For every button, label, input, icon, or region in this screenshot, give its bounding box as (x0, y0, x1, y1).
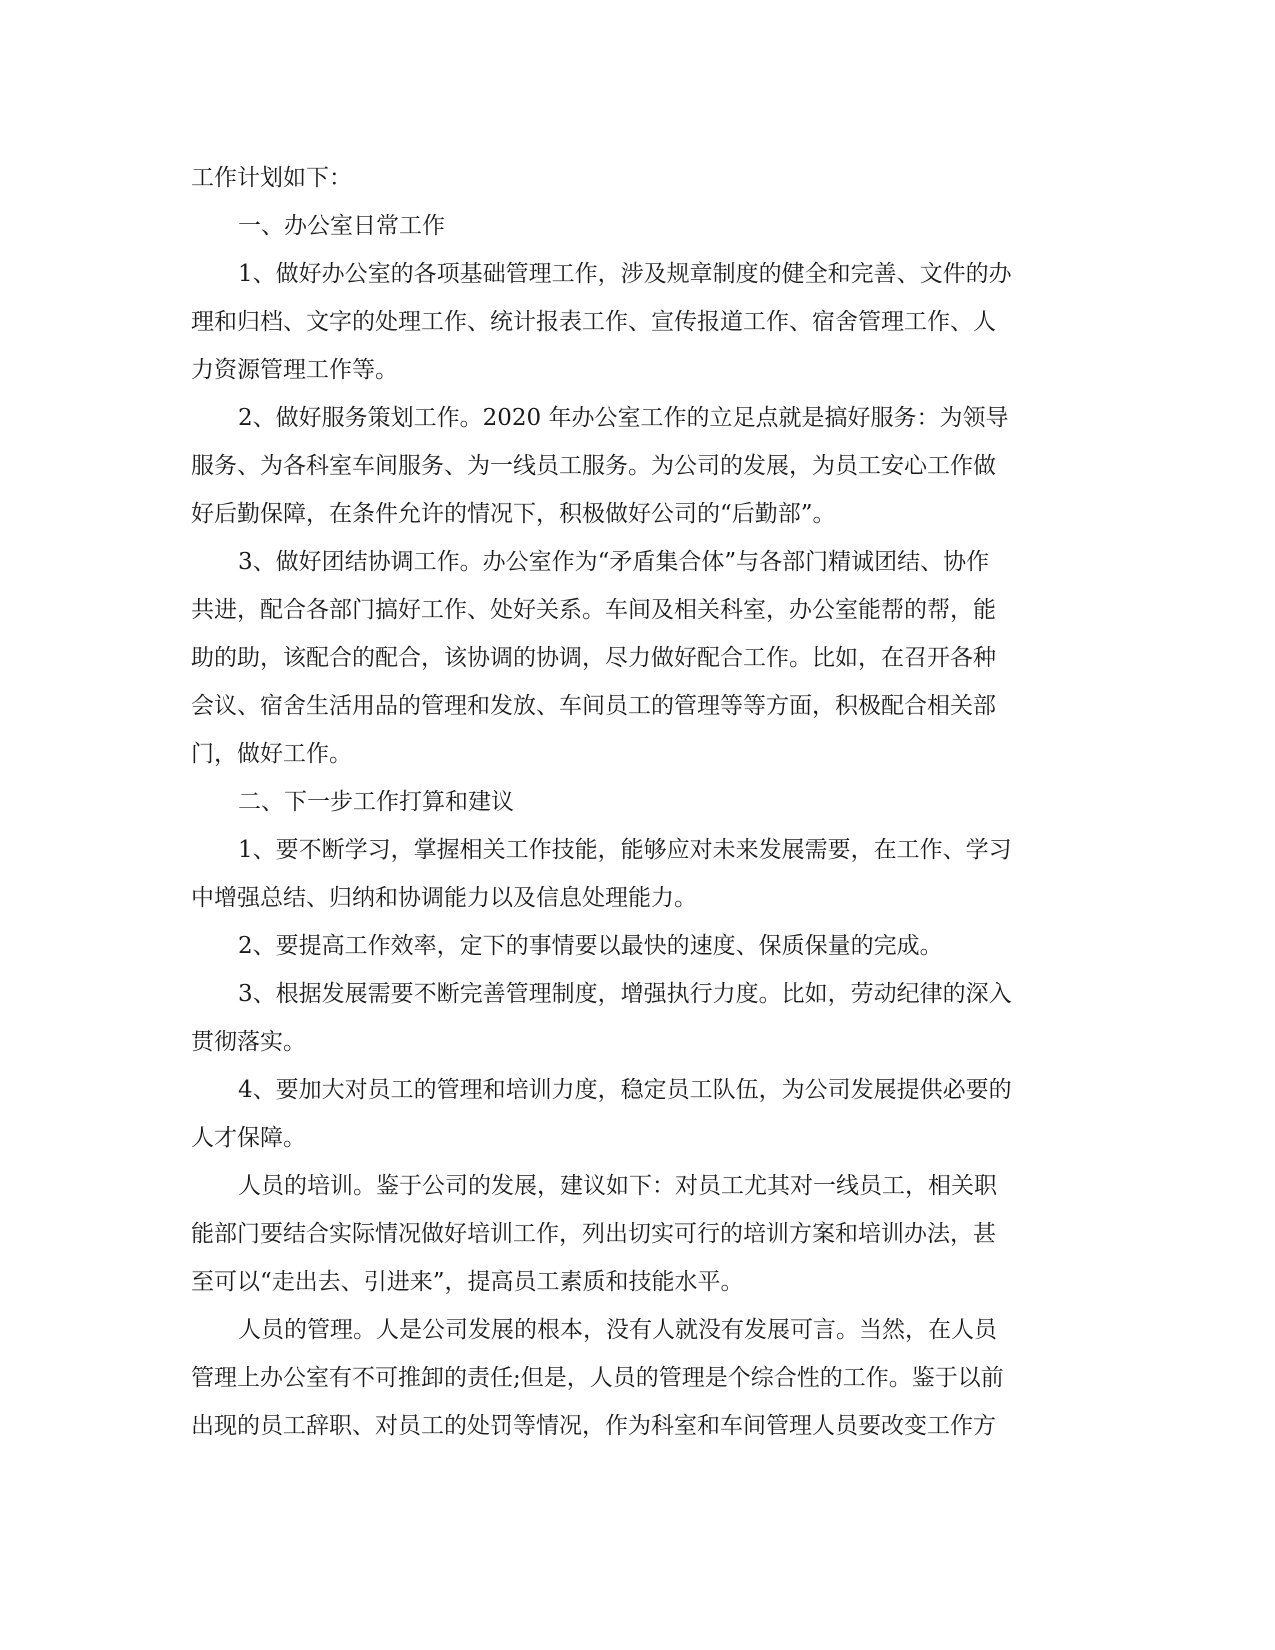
text-line: 门，做好工作。 (191, 741, 352, 767)
text-line: 理和归档、文字的处理工作、统计报表工作、宣传报道工作、宿舍管理工作、人 (191, 309, 996, 335)
text-line: 2、做好服务策划工作。2020 年办公室工作的立足点就是搞好服务：为领导 (238, 405, 1009, 431)
text-line: 管理上办公室有不可推卸的责任;但是，人员的管理是个综合性的工作。鉴于以前 (191, 1365, 1004, 1391)
text-line: 中增强总结、归纳和协调能力以及信息处理能力。 (191, 885, 697, 911)
document-body (191, 154, 1071, 1450)
text-line: 出现的员工辞职、对员工的处罚等情况，作为科室和车间管理人员要改变工作方 (191, 1413, 996, 1439)
text-line: 能部门要结合实际情况做好培训工作，列出切实可行的培训方案和培训办法，甚 (191, 1221, 996, 1247)
text-line: 3、做好团结协调工作。办公室作为“矛盾集合体”与各部门精诚团结、协作 (238, 549, 990, 575)
text-line: 人员的管理。人是公司发展的根本，没有人就没有发展可言。当然，在人员 (238, 1317, 997, 1343)
text-line: 服务、为各科室车间服务、为一线员工服务。为公司的发展，为员工安心工作做 (191, 453, 996, 479)
section-heading: 一、办公室日常工作 (238, 213, 445, 239)
text-line: 好后勤保障，在条件允许的情况下，积极做好公司的“后勤部”。 (191, 501, 836, 527)
text-line: 助的助，该配合的配合，该协调的协调，尽力做好配合工作。比如，在召开各种 (191, 645, 996, 671)
text-line: 2、要提高工作效率，定下的事情要以最快的速度、保质保量的完成。 (238, 933, 943, 959)
text-line: 人才保障。 (191, 1125, 306, 1151)
text-line: 1、要不断学习，掌握相关工作技能，能够应对未来发展需要，在工作、学习 (238, 837, 1012, 863)
text-line: 3、根据发展需要不断完善管理制度，增强执行力度。比如，劳动纪律的深入 (238, 981, 1012, 1007)
text-line: 共进，配合各部门搞好工作、处好关系。车间及相关科室，办公室能帮的帮，能 (191, 597, 996, 623)
text-line: 工作计划如下： (191, 165, 352, 191)
section-heading: 二、下一步工作打算和建议 (238, 789, 514, 815)
text-line: 1、做好办公室的各项基础管理工作，涉及规章制度的健全和完善、文件的办 (238, 261, 1012, 287)
text-line: 力资源管理工作等。 (191, 357, 398, 383)
text-line: 至可以“走出去、引进来”，提高员工素质和技能水平。 (191, 1269, 744, 1295)
text-line: 4、要加大对员工的管理和培训力度，稳定员工队伍，为公司发展提供必要的 (238, 1077, 1012, 1103)
text-line: 会议、宿舍生活用品的管理和发放、车间员工的管理等等方面，积极配合相关部 (191, 693, 996, 719)
text-line: 贯彻落实。 (191, 1029, 306, 1055)
text-line: 人员的培训。鉴于公司的发展，建议如下：对员工尤其对一线员工，相关职 (238, 1173, 997, 1199)
